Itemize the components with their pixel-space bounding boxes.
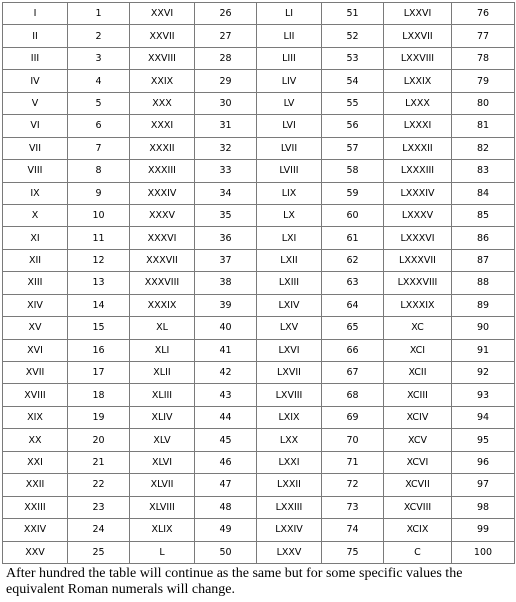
arabic-number-cell: 100 — [452, 541, 515, 564]
roman-numeral-cell: XCIV — [384, 406, 452, 428]
arabic-number-cell: 96 — [452, 451, 515, 473]
arabic-number-cell: 18 — [68, 384, 130, 406]
roman-numeral-cell: LXXXII — [384, 137, 452, 159]
table-row — [3, 519, 515, 541]
roman-numeral-cell: LXXXV — [384, 204, 452, 226]
roman-numeral-cell: LXXXVI — [384, 227, 452, 249]
table-row — [3, 3, 515, 25]
roman-numeral-cell: LXXIV — [257, 519, 322, 541]
table-row — [3, 496, 515, 518]
roman-numeral-cell: III — [3, 47, 68, 69]
arabic-number-cell: 60 — [322, 204, 384, 226]
roman-numeral-cell: LXXXI — [384, 115, 452, 137]
arabic-number-cell: 34 — [195, 182, 257, 204]
roman-numeral-cell: XCIX — [384, 519, 452, 541]
roman-numeral-cell: LXIV — [257, 294, 322, 316]
roman-numeral-cell: LXVIII — [257, 384, 322, 406]
roman-numeral-cell: XXXIX — [130, 294, 195, 316]
roman-numeral-cell: XLII — [130, 362, 195, 384]
roman-numeral-cell: XCVI — [384, 451, 452, 473]
roman-numeral-cell: VIII — [3, 160, 68, 182]
roman-numeral-cell: XCIII — [384, 384, 452, 406]
arabic-number-cell: 47 — [195, 474, 257, 496]
roman-numeral-cell: LXIX — [257, 406, 322, 428]
roman-numeral-cell: XCVIII — [384, 496, 452, 518]
roman-numeral-cell: LXVII — [257, 362, 322, 384]
arabic-number-cell: 25 — [68, 541, 130, 564]
roman-numeral-cell: XLVII — [130, 474, 195, 496]
arabic-number-cell: 36 — [195, 227, 257, 249]
roman-numeral-cell: XXXIV — [130, 182, 195, 204]
arabic-number-cell: 10 — [68, 204, 130, 226]
arabic-number-cell: 50 — [195, 541, 257, 564]
roman-numeral-cell: II — [3, 25, 68, 47]
roman-numeral-cell: XCV — [384, 429, 452, 451]
arabic-number-cell: 48 — [195, 496, 257, 518]
roman-numeral-cell: LIX — [257, 182, 322, 204]
arabic-number-cell: 80 — [452, 92, 515, 114]
table-row — [3, 137, 515, 159]
roman-numeral-cell: LXIII — [257, 272, 322, 294]
table-row — [3, 294, 515, 316]
arabic-number-cell: 81 — [452, 115, 515, 137]
roman-numeral-cell: LIV — [257, 70, 322, 92]
arabic-number-cell: 72 — [322, 474, 384, 496]
roman-numeral-cell: LXXII — [257, 474, 322, 496]
table-row — [3, 384, 515, 406]
table-body — [3, 3, 515, 564]
arabic-number-cell: 54 — [322, 70, 384, 92]
roman-numeral-cell: LII — [257, 25, 322, 47]
roman-numeral-cell: LXXXVIII — [384, 272, 452, 294]
roman-numeral-cell: LXII — [257, 249, 322, 271]
table-row — [3, 70, 515, 92]
arabic-number-cell: 69 — [322, 406, 384, 428]
roman-numeral-cell: XLIII — [130, 384, 195, 406]
roman-numeral-cell: VI — [3, 115, 68, 137]
arabic-number-cell: 4 — [68, 70, 130, 92]
roman-numeral-cell: LXXI — [257, 451, 322, 473]
roman-numeral-cell: LXXXIV — [384, 182, 452, 204]
arabic-number-cell: 55 — [322, 92, 384, 114]
arabic-number-cell: 9 — [68, 182, 130, 204]
arabic-number-cell: 11 — [68, 227, 130, 249]
table-row — [3, 182, 515, 204]
arabic-number-cell: 63 — [322, 272, 384, 294]
roman-numeral-cell: XXV — [3, 541, 68, 564]
table-row — [3, 204, 515, 226]
arabic-number-cell: 79 — [452, 70, 515, 92]
arabic-number-cell: 38 — [195, 272, 257, 294]
arabic-number-cell: 46 — [195, 451, 257, 473]
arabic-number-cell: 98 — [452, 496, 515, 518]
arabic-number-cell: 68 — [322, 384, 384, 406]
arabic-number-cell: 83 — [452, 160, 515, 182]
arabic-number-cell: 62 — [322, 249, 384, 271]
arabic-number-cell: 14 — [68, 294, 130, 316]
roman-numeral-cell: XLIX — [130, 519, 195, 541]
roman-numeral-cell: XXXVIII — [130, 272, 195, 294]
arabic-number-cell: 92 — [452, 362, 515, 384]
arabic-number-cell: 22 — [68, 474, 130, 496]
roman-numeral-cell: LXXXVII — [384, 249, 452, 271]
roman-numeral-cell: XII — [3, 249, 68, 271]
arabic-number-cell: 3 — [68, 47, 130, 69]
roman-numeral-cell: XVI — [3, 339, 68, 361]
roman-numeral-cell: XLVI — [130, 451, 195, 473]
arabic-number-cell: 30 — [195, 92, 257, 114]
roman-numeral-cell: XXXIII — [130, 160, 195, 182]
arabic-number-cell: 16 — [68, 339, 130, 361]
roman-numeral-cell: LXXVI — [384, 3, 452, 25]
roman-numeral-cell: XLV — [130, 429, 195, 451]
arabic-number-cell: 57 — [322, 137, 384, 159]
roman-numeral-cell: IX — [3, 182, 68, 204]
roman-numeral-cell: XXIII — [3, 496, 68, 518]
table-row — [3, 160, 515, 182]
arabic-number-cell: 85 — [452, 204, 515, 226]
arabic-number-cell: 52 — [322, 25, 384, 47]
arabic-number-cell: 86 — [452, 227, 515, 249]
roman-numeral-cell: XXVIII — [130, 47, 195, 69]
arabic-number-cell: 45 — [195, 429, 257, 451]
arabic-number-cell: 65 — [322, 317, 384, 339]
table-row — [3, 362, 515, 384]
arabic-number-cell: 91 — [452, 339, 515, 361]
roman-numeral-cell: XIII — [3, 272, 68, 294]
table-row — [3, 339, 515, 361]
arabic-number-cell: 51 — [322, 3, 384, 25]
roman-numeral-cell: LXX — [257, 429, 322, 451]
arabic-number-cell: 64 — [322, 294, 384, 316]
arabic-number-cell: 73 — [322, 496, 384, 518]
arabic-number-cell: 82 — [452, 137, 515, 159]
arabic-number-cell: 97 — [452, 474, 515, 496]
arabic-number-cell: 40 — [195, 317, 257, 339]
table-row — [3, 451, 515, 473]
roman-numeral-cell: XXII — [3, 474, 68, 496]
arabic-number-cell: 13 — [68, 272, 130, 294]
roman-numeral-cell: V — [3, 92, 68, 114]
arabic-number-cell: 66 — [322, 339, 384, 361]
table-row — [3, 227, 515, 249]
roman-numeral-cell: LXV — [257, 317, 322, 339]
arabic-number-cell: 56 — [322, 115, 384, 137]
arabic-number-cell: 84 — [452, 182, 515, 204]
arabic-number-cell: 95 — [452, 429, 515, 451]
arabic-number-cell: 33 — [195, 160, 257, 182]
roman-numeral-cell: XIV — [3, 294, 68, 316]
arabic-number-cell: 35 — [195, 204, 257, 226]
table-row — [3, 429, 515, 451]
roman-numeral-cell: XI — [3, 227, 68, 249]
roman-numeral-cell: LXXV — [257, 541, 322, 564]
table-caption: After hundred the table will continue as the same but for some specific values the equivalent Roman numerals will change. — [6, 566, 463, 597]
arabic-number-cell: 99 — [452, 519, 515, 541]
arabic-number-cell: 53 — [322, 47, 384, 69]
arabic-number-cell: 58 — [322, 160, 384, 182]
table-row — [3, 317, 515, 339]
roman-numeral-cell: C — [384, 541, 452, 564]
arabic-number-cell: 21 — [68, 451, 130, 473]
roman-numeral-cell: X — [3, 204, 68, 226]
arabic-number-cell: 70 — [322, 429, 384, 451]
table-row — [3, 92, 515, 114]
arabic-number-cell: 28 — [195, 47, 257, 69]
arabic-number-cell: 93 — [452, 384, 515, 406]
roman-numeral-cell: XCII — [384, 362, 452, 384]
table-row — [3, 406, 515, 428]
roman-numeral-cell: XV — [3, 317, 68, 339]
roman-numeral-cell: XVIII — [3, 384, 68, 406]
arabic-number-cell: 24 — [68, 519, 130, 541]
roman-numeral-cell: XXXVI — [130, 227, 195, 249]
table-row — [3, 249, 515, 271]
table-row — [3, 541, 515, 564]
roman-numeral-cell: LXXVII — [384, 25, 452, 47]
roman-numerals-table — [2, 2, 515, 564]
table-row — [3, 272, 515, 294]
roman-numeral-cell: XLIV — [130, 406, 195, 428]
arabic-number-cell: 41 — [195, 339, 257, 361]
arabic-number-cell: 27 — [195, 25, 257, 47]
roman-numeral-cell: XL — [130, 317, 195, 339]
arabic-number-cell: 6 — [68, 115, 130, 137]
arabic-number-cell: 37 — [195, 249, 257, 271]
arabic-number-cell: 49 — [195, 519, 257, 541]
arabic-number-cell: 1 — [68, 3, 130, 25]
roman-numeral-cell: XXI — [3, 451, 68, 473]
roman-numeral-cell: XLI — [130, 339, 195, 361]
arabic-number-cell: 87 — [452, 249, 515, 271]
arabic-number-cell: 32 — [195, 137, 257, 159]
roman-numeral-cell: XXIX — [130, 70, 195, 92]
arabic-number-cell: 43 — [195, 384, 257, 406]
roman-numeral-cell: XXXV — [130, 204, 195, 226]
roman-numeral-cell: LXXIX — [384, 70, 452, 92]
roman-numeral-cell: LIII — [257, 47, 322, 69]
roman-numeral-cell: XXX — [130, 92, 195, 114]
arabic-number-cell: 31 — [195, 115, 257, 137]
arabic-number-cell: 20 — [68, 429, 130, 451]
arabic-number-cell: 44 — [195, 406, 257, 428]
roman-numeral-cell: LVIII — [257, 160, 322, 182]
roman-numeral-cell: VII — [3, 137, 68, 159]
roman-numeral-cell: XXVII — [130, 25, 195, 47]
roman-numeral-cell: LX — [257, 204, 322, 226]
arabic-number-cell: 19 — [68, 406, 130, 428]
arabic-number-cell: 94 — [452, 406, 515, 428]
roman-numeral-cell: XXXI — [130, 115, 195, 137]
arabic-number-cell: 67 — [322, 362, 384, 384]
roman-numeral-cell: XXXII — [130, 137, 195, 159]
arabic-number-cell: 26 — [195, 3, 257, 25]
roman-numeral-cell: XXXVII — [130, 249, 195, 271]
roman-numeral-cell: LVII — [257, 137, 322, 159]
arabic-number-cell: 12 — [68, 249, 130, 271]
arabic-number-cell: 77 — [452, 25, 515, 47]
roman-numeral-cell: LXXIII — [257, 496, 322, 518]
roman-numeral-cell: XXVI — [130, 3, 195, 25]
roman-numeral-cell: LXI — [257, 227, 322, 249]
arabic-number-cell: 29 — [195, 70, 257, 92]
roman-numeral-cell: LXXXIII — [384, 160, 452, 182]
arabic-number-cell: 88 — [452, 272, 515, 294]
arabic-number-cell: 89 — [452, 294, 515, 316]
arabic-number-cell: 75 — [322, 541, 384, 564]
roman-numeral-cell: L — [130, 541, 195, 564]
roman-numeral-cell: LVI — [257, 115, 322, 137]
arabic-number-cell: 2 — [68, 25, 130, 47]
roman-numeral-cell: I — [3, 3, 68, 25]
roman-numeral-cell: XCVII — [384, 474, 452, 496]
arabic-number-cell: 8 — [68, 160, 130, 182]
arabic-number-cell: 5 — [68, 92, 130, 114]
roman-numeral-cell: XX — [3, 429, 68, 451]
roman-numeral-cell: XLVIII — [130, 496, 195, 518]
table-row — [3, 25, 515, 47]
roman-numeral-cell: LXXVIII — [384, 47, 452, 69]
roman-numeral-cell: XXIV — [3, 519, 68, 541]
roman-numeral-cell: XC — [384, 317, 452, 339]
arabic-number-cell: 90 — [452, 317, 515, 339]
arabic-number-cell: 59 — [322, 182, 384, 204]
roman-numeral-cell: LV — [257, 92, 322, 114]
arabic-number-cell: 39 — [195, 294, 257, 316]
table-row — [3, 47, 515, 69]
arabic-number-cell: 23 — [68, 496, 130, 518]
roman-numeral-cell: LXVI — [257, 339, 322, 361]
arabic-number-cell: 61 — [322, 227, 384, 249]
table-row — [3, 474, 515, 496]
arabic-number-cell: 71 — [322, 451, 384, 473]
arabic-number-cell: 7 — [68, 137, 130, 159]
table-row — [3, 115, 515, 137]
roman-numeral-cell: XVII — [3, 362, 68, 384]
roman-numeral-cell: XIX — [3, 406, 68, 428]
arabic-number-cell: 42 — [195, 362, 257, 384]
roman-numeral-cell: LI — [257, 3, 322, 25]
arabic-number-cell: 17 — [68, 362, 130, 384]
roman-numeral-cell: XCI — [384, 339, 452, 361]
arabic-number-cell: 74 — [322, 519, 384, 541]
roman-numeral-cell: LXXXIX — [384, 294, 452, 316]
arabic-number-cell: 78 — [452, 47, 515, 69]
arabic-number-cell: 76 — [452, 3, 515, 25]
roman-numeral-cell: IV — [3, 70, 68, 92]
roman-numeral-cell: LXXX — [384, 92, 452, 114]
arabic-number-cell: 15 — [68, 317, 130, 339]
